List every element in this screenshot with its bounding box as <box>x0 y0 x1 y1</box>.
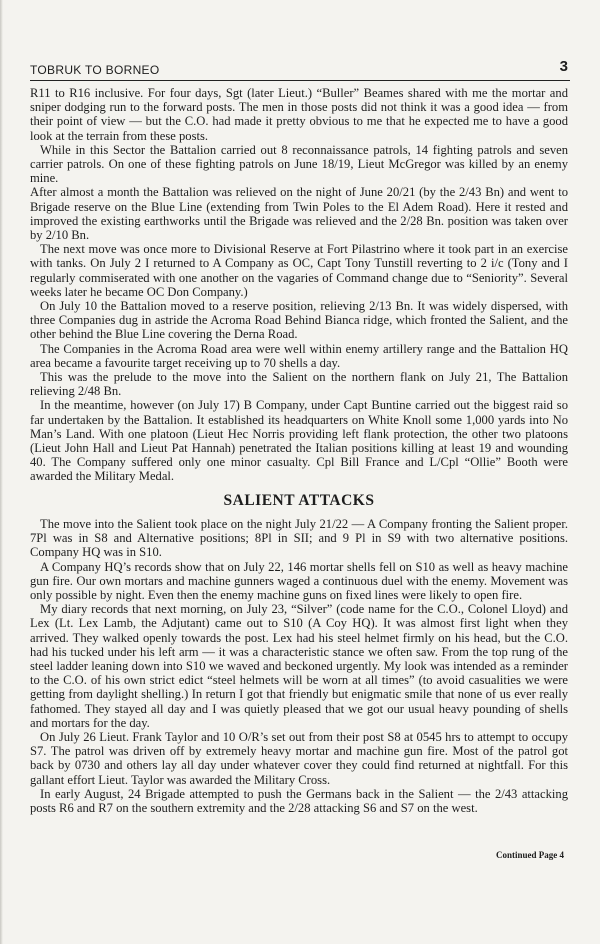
running-title: TOBRUK TO BORNEO <box>30 63 160 77</box>
page-number: 3 <box>559 58 568 75</box>
running-header <box>30 60 570 81</box>
paragraph: The move into the Salient took place on the night July 21/22 — A Company fronting the Salient proper. 7Pl was in S8 and Alternative positions; 8Pl in SII; and 9 Pl in S9 with two alternative positions. Company HQ was in S10. <box>30 516 568 560</box>
paragraph: In the meantime, however (on July 17) B Company, under Capt Buntine carried out the biggest raid so far undertaken by the Battalion. It established its headquarters on White Knoll some 1,000 yards into No Man’s Land. With one platoon (Lieut Hec Norris providing left flank protection, the other two platoons (Lieut John Hall and Lieut Pat Hannah) penetrated the Italian positions killing at least 19 and wounding 40. The Company suffered only one minor casualty. Cpl Bill France and L/Cpl “Ollie” Booth were awarded the Military Medal. <box>30 398 568 484</box>
paragraph: The next move was once more to Divisional Reserve at Fort Pilastrino where it took part in an exercise with tanks. On July 2 I returned to A Company as OC, Capt Tony Tunstill reverting to 2 i/c (Tony and I regularly commiserated with one another on the vagaries of Command change due to “Seniority”. Several weeks later he became OC Don Company.) <box>30 242 568 299</box>
paragraph: R11 to R16 inclusive. For four days, Sgt (later Lieut.) “Buller” Beames shared with me the mortar and sniper dodging run to the forward posts. The men in those posts did not think it was a good idea — from their point of view — but the C.O. had made it pretty obvious to me that he expected me to have a good look at the terrain from these posts. <box>30 86 568 143</box>
section-heading: SALIENT ATTACKS <box>223 491 375 509</box>
paragraph: On July 26 Lieut. Frank Taylor and 10 O/R’s set out from their post S8 at 0545 hrs to attempt to occupy S7. The patrol was driven off by extremely heavy mortar and machine gun fire. Most of the patrol got back by 0730 and others lay all day under whatever cover they could find returned at nightfall. For this gallant effort Lieut. Taylor was awarded the Military Cross. <box>30 729 568 787</box>
paragraph: In early August, 24 Brigade attempted to push the Germans back in the Salient — the 2/43 attacking posts R6 and R7 on the southern extremity and the 2/28 attacking S6 and S7 on the west. <box>30 786 568 815</box>
paragraph: A Company HQ’s records show that on July 22, 146 mortar shells fell on S10 as well as heavy machine gun fire. Our own mortars and machine gunners waged a continuous duel with the enemy. Movement was only possible by night. Even then the enemy machine guns on fixed lines were likely to open fire. <box>30 559 568 602</box>
paragraph: My diary records that next morning, on July 23, “Silver” (code name for the C.O., Colonel Lloyd) and Lex (Lt. Lex Lamb, the Adjutant) came out to S10 (A Coy HQ). It was almost first light when they arrived. They walked openly towards the post. Lex had his steel helmet firmly on his head, but the C.O. had his tucked under his left arm — it was a characteristic stance we often saw. From the top rung of the steel ladder leaning down into S10 we waved and beckoned urgently. My look was intended as a reminder to the C.O. of his own strict edict “steel helmets will be worn at all times” (to avoid casualities we were getting from daylight shelling.) In return I got that friendly but enigmatic smile that none of us ever really fathomed. They stayed all day and I was quietly pleased that we got our usual heavy pounding of shells and mortars for the day. <box>30 602 568 730</box>
paragraph: While in this Sector the Battalion carried out 8 reconnaissance patrols, 14 fighting patrols and seven carrier patrols. On one of these fighting patrols on June 18/19, Lieut McGregor was killed by an enemy mine. <box>30 142 568 186</box>
scan-edge <box>0 0 3 944</box>
paragraph: After almost a month the Battalion was relieved on the night of June 20/21 (by the 2/43 Bn) and went to Brigade reserve on the Blue Line (extending from Twin Poles to the El Adem Road). Here it rested and improved the existing earthworks until the Brigade was relieved and the 2/28 Bn. position was taken over by 2/10 Bn. <box>30 185 568 243</box>
paragraph: The Companies in the Acroma Road area were well within enemy artillery range and the Battalion HQ area became a favourite target receiving up to 70 shells a day. <box>30 341 568 370</box>
paragraph: On July 10 the Battalion moved to a reserve position, relieving 2/13 Bn. It was widely dispersed, with three Companies dug in astride the Acroma Road Behind Bianca ridge, which fronted the Salient, and the other behind the Blue Line covering the Derna Road. <box>30 299 568 342</box>
paragraph: This was the prelude to the move into the Salient on the northern flank on July 21, The Battalion relieving 2/48 Bn. <box>30 370 568 399</box>
article-body <box>30 86 568 815</box>
continued-note: Continued Page 4 <box>495 850 564 860</box>
